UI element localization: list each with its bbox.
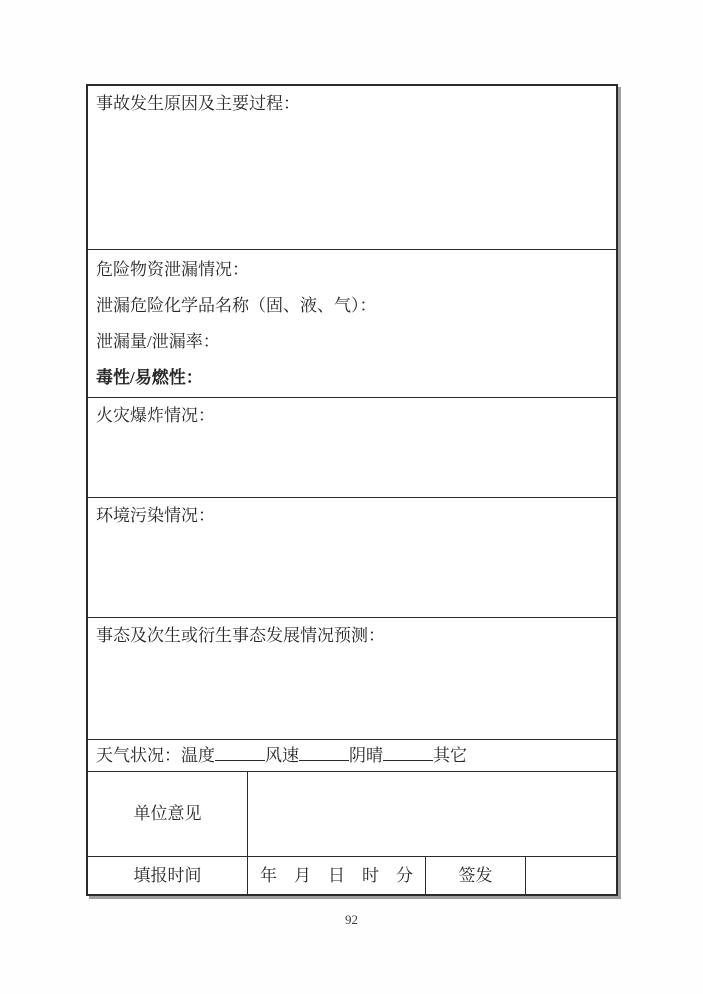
page-number: 92 bbox=[345, 912, 358, 927]
fill-time-header: 填报时间 bbox=[88, 857, 248, 894]
hazmat-leak-cell bbox=[88, 250, 616, 396]
row-fill-time bbox=[88, 856, 616, 894]
unit-opinion-value-cell bbox=[248, 772, 616, 856]
issue-label: 签发 bbox=[426, 857, 526, 894]
cloud-condition-label: 阴晴 bbox=[349, 746, 383, 765]
row-unit-opinion bbox=[88, 771, 616, 856]
environmental-pollution-label: 环境污染情况： bbox=[96, 506, 215, 525]
wind-speed-blank-field bbox=[299, 745, 349, 761]
leak-amount-rate-label: 泄漏量/泄漏率： bbox=[96, 332, 220, 351]
weather-cell bbox=[88, 740, 616, 771]
row-development-forecast bbox=[88, 617, 616, 739]
leak-chemical-name-label: 泄漏危险化学品名称（固、液、气）： bbox=[96, 296, 377, 315]
accident-report-table bbox=[86, 84, 618, 896]
fill-time-date-template: 年 月 日 时 分 bbox=[248, 857, 426, 894]
weather-label: 天气状况： bbox=[96, 746, 181, 765]
cloud-condition-blank-field bbox=[383, 745, 433, 761]
development-forecast-label: 事态及次生或衍生事态发展情况预测： bbox=[96, 626, 385, 645]
row-hazmat-leak bbox=[88, 249, 616, 397]
accident-cause-label: 事故发生原因及主要过程： bbox=[96, 94, 300, 113]
row-accident-cause bbox=[88, 86, 616, 249]
wind-speed-label: 风速 bbox=[265, 746, 299, 765]
other-weather-label: 其它 bbox=[433, 746, 467, 765]
issue-value-cell bbox=[526, 857, 616, 894]
leak-situation-label: 危险物资泄漏情况： bbox=[96, 260, 249, 279]
row-weather bbox=[88, 739, 616, 771]
unit-opinion-header: 单位意见 bbox=[88, 772, 248, 856]
temperature-blank-field bbox=[215, 745, 265, 761]
toxicity-flammability-label: 毒性/易燃性： bbox=[96, 368, 203, 387]
row-environmental-pollution bbox=[88, 497, 616, 617]
fire-explosion-label: 火灾爆炸情况： bbox=[96, 406, 215, 425]
row-fire-explosion bbox=[88, 397, 616, 497]
temperature-label: 温度 bbox=[181, 746, 215, 765]
